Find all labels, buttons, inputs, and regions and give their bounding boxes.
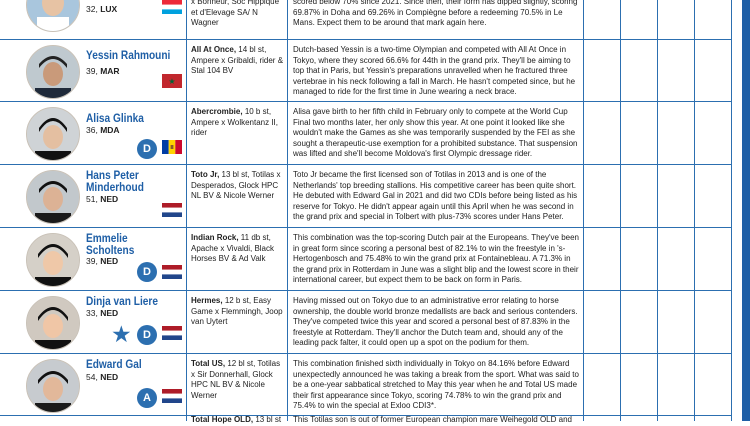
score-cell (621, 416, 658, 421)
rider-age-country: 32, LUX (86, 4, 118, 14)
table-row (0, 165, 732, 228)
score-cell (621, 40, 658, 101)
horse-info: Abercrombie, 10 b st, Ampere x Wolkentanz II, rider (191, 107, 278, 137)
score-cell (695, 416, 732, 421)
score-cell (584, 228, 621, 290)
rider-description: Dutch-based Yessin is a two-time Olympian and competed with All At Once in Tokyo, where they scored 66.6% for 44th in the grand prix. They'll be aiming to top that in Paris, but Yessin's preparations unravelled when he fractured three vertebrae in his neck following a fall in March. He hasn't competed since, but he managed to ride for the first time in June wearing a neck brace. (293, 45, 576, 96)
rider-cell (0, 291, 187, 353)
score-cell (621, 354, 658, 415)
description-cell (288, 102, 584, 164)
rider-description: This combination finished sixth individually in Tokyo on 84.16% before Edward unexpectedly announced he was taking a break from the sport. What was said to be a one-year sabbatical stretched to May this year when he and Total US made their first appearance since Tokyo, scoring 74.78% to win the grand prix and 75.4% to win the special at Exloo CDI3*. (293, 359, 579, 410)
horse-info: Total Hope OLD, 13 bl st (191, 415, 282, 424)
rider-description: This Totilas son is out of former European champion mare Weihegold OLD and (293, 415, 572, 424)
score-cell (658, 102, 695, 164)
description-cell (288, 228, 584, 290)
table-row (0, 291, 732, 354)
rider-cell (0, 0, 187, 39)
rider-photo (26, 359, 80, 413)
rider-cell (0, 40, 187, 101)
rider-photo (26, 170, 80, 224)
flag-icon-lux (162, 0, 182, 14)
rider-name: Emmelie Scholtens (86, 233, 135, 257)
description-cell (288, 40, 584, 101)
discipline-badge: D (137, 325, 157, 345)
score-cell (584, 102, 621, 164)
flag-icon-ned (162, 265, 182, 279)
rider-age-country: 39, NED (86, 256, 119, 266)
page-edge-bar (742, 0, 750, 421)
horse-info: x Bonheur, Soc Hippique et d'Elevage SA/ N Wagner (191, 0, 280, 27)
rider-name: Yessin Rahmouni (86, 50, 171, 62)
svg-text:★: ★ (168, 77, 176, 86)
rider-description: Toto Jr became the first licensed son of Totilas in 2013 and is one of the Netherlands' top breeding stallions. His competitive career has been quite short. He debuted with Edward Gal in 2021 and did two CDIs before being listed as his reserve for Tokyo. He didn't appear again until this April when he was second in the grand prix and special in Tolbert with plus-73% scores under Hans Peter. (293, 170, 578, 221)
rider-age-country: 33, NED (86, 308, 119, 318)
discipline-badge: D (137, 262, 157, 282)
score-cell (584, 416, 621, 421)
horse-info: Toto Jr, 13 bl st, Totilas x Desperados, Glock HPC NL BV & Nicole Werner (191, 170, 281, 200)
horse-info: All At Once, 14 bl st, Ampere x Gribaldi, rider & Stal 104 BV (191, 45, 284, 75)
description-cell (288, 291, 584, 353)
table-row (0, 228, 732, 291)
table-row (0, 354, 732, 416)
table-row (0, 0, 732, 40)
rider-name: Edward Gal (86, 359, 142, 371)
rider-photo (26, 0, 80, 32)
description-cell (288, 354, 584, 415)
score-cell (658, 40, 695, 101)
score-cell (584, 0, 621, 39)
rider-name: Dinja van Liere (86, 296, 158, 308)
score-cell (658, 291, 695, 353)
rider-photo (26, 107, 80, 161)
rider-description: This combination was the top-scoring Dutch pair at the Europeans. They've been in great form since scoring a personal best of 82.1% to win the freestyle in 's-Hertogenbosch and 75.48% to win the grand prix at Fontainebleau. A 71.3% in the grand prix in Rotterdam in June was a slight blip and the lowest score in their international career, but expect them to be back on form in Paris. (293, 233, 579, 284)
star-icon: ★ (111, 321, 132, 347)
rider-age-country: 51, NED (86, 194, 119, 204)
score-cell (695, 165, 732, 227)
horse-cell (187, 102, 288, 164)
rider-photo (26, 45, 80, 99)
flag-icon-ned (162, 389, 182, 403)
score-cell (658, 165, 695, 227)
score-cell (658, 416, 695, 421)
score-cell (695, 40, 732, 101)
flag-icon-mar (162, 74, 182, 88)
score-cell (695, 291, 732, 353)
score-cell (621, 102, 658, 164)
horse-info: Total US, 12 bl st, Totilas x Sir Donnerhall, Glock HPC NL BV & Nicole Werner (191, 359, 281, 400)
score-cell (621, 228, 658, 290)
rider-description: Having missed out on Tokyo due to an administrative error relating to horse ownership, the double world bronze medallists are back and serious contenders. They've competed twice this year and scored a personal best of 87.83% in the freestyle at Rotterdam. They'll anchor the Dutch team and, should any of the leading pack falter, it could open up a spot on the podium for them. (293, 296, 578, 347)
discipline-badge: A (137, 388, 157, 408)
rider-cell (0, 354, 187, 415)
score-cell (584, 40, 621, 101)
horse-cell (187, 291, 288, 353)
rider-name: Alisa Glinka (86, 113, 144, 125)
horse-info: Indian Rock, 11 db st, Apache x Vivaldi, Black Horses BV & Ad Valk (191, 233, 275, 263)
score-cell (584, 165, 621, 227)
horse-info: Hermes, 12 b st, Easy Game x Flemmingh, Joop van Uytert (191, 296, 283, 326)
rider-description: scored below 70% since 2021. Since then, their form has dipped slightly, scoring 69.87% in Doha and 69.26% in Compiègne before a redeeming 70.5% in Le Mans. Expect them to be around that mark again here. (293, 0, 578, 27)
rider-cell (0, 102, 187, 164)
rider-cell (0, 165, 187, 227)
horse-cell (187, 354, 288, 415)
rider-age-country: 54, NED (86, 372, 119, 382)
table-row (0, 415, 732, 424)
score-cell (584, 354, 621, 415)
score-cell (658, 228, 695, 290)
score-cell (695, 228, 732, 290)
description-cell (288, 0, 584, 39)
table-row (0, 40, 732, 102)
rider-age-country: 39, MAR (86, 66, 120, 76)
discipline-badge: D (137, 139, 157, 159)
horse-cell (187, 228, 288, 290)
score-cell (695, 102, 732, 164)
horse-cell (187, 40, 288, 101)
table-row (0, 102, 732, 165)
score-cell (584, 291, 621, 353)
rider-photo (26, 296, 80, 350)
score-cell (621, 165, 658, 227)
horse-cell (187, 0, 288, 39)
rider-name: Hans Peter Minderhoud (86, 170, 144, 194)
flag-icon-ned (162, 326, 182, 340)
rider-description: Alisa gave birth to her fifth child in February only to compete at the World Cup Final two months later, her only show this year. At one point it looked like she wouldn't make the Games as she was temporarily suspended by the FEI as she sought a therapeutic-use exemption for a prohibited substance. That suspension was lifted and she'll become Moldova's first Olympic dressage rider. (293, 107, 578, 158)
rider-cell (0, 416, 187, 421)
rider-age-country: 36, MDA (86, 125, 120, 135)
score-cell (621, 0, 658, 39)
horse-cell (187, 415, 288, 424)
flag-icon-mda (162, 140, 182, 154)
score-cell (621, 291, 658, 353)
flag-icon-ned (162, 203, 182, 217)
description-cell (288, 415, 584, 424)
rider-photo (26, 233, 80, 287)
score-cell (695, 354, 732, 415)
description-cell (288, 165, 584, 227)
rider-cell (0, 228, 187, 290)
score-cell (658, 354, 695, 415)
score-cell (695, 0, 732, 39)
horse-cell (187, 165, 288, 227)
score-cell (658, 0, 695, 39)
